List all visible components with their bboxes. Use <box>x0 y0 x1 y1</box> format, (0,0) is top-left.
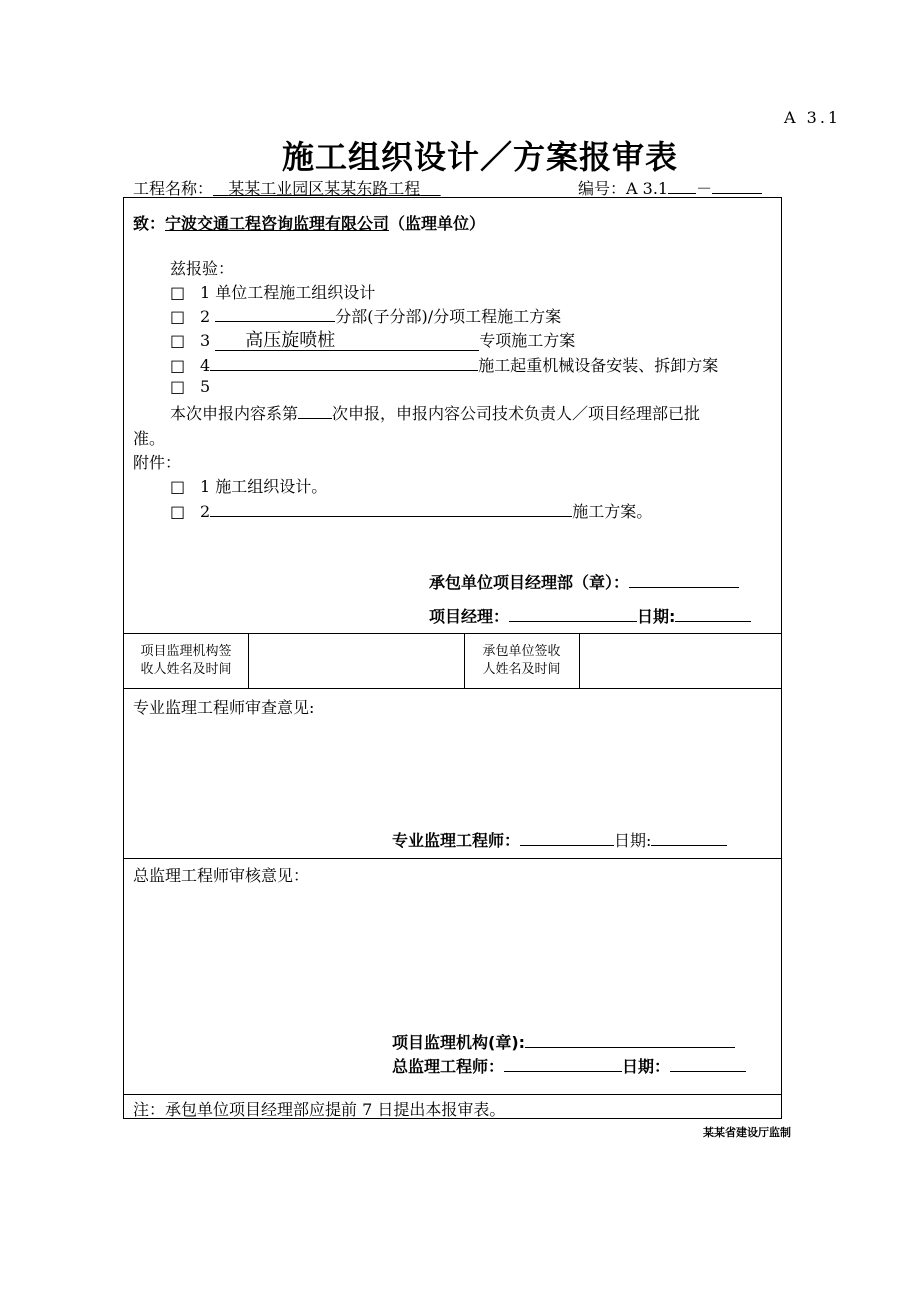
checkbox[interactable]: □ <box>170 307 186 326</box>
item-4: □ 4 施工起重机械设备安装、拆卸方案 <box>170 356 719 375</box>
contractor-receipt-label: 承包单位签收 人姓名及时间 <box>482 644 561 677</box>
supervisor-company: 宁波交通工程咨询监理有限公司 <box>165 214 390 233</box>
item-3: □ 3 高压旋喷桩 专项施工方案 <box>170 330 576 351</box>
review-sign-line: 专业监理工程师： 日期: <box>392 828 727 851</box>
checkbox[interactable]: □ <box>170 283 186 302</box>
chief-review-section <box>123 858 782 1095</box>
checkbox[interactable]: □ <box>170 377 186 396</box>
number-row <box>578 176 762 199</box>
note: 注：承包单位项目经理部应提前 7 日提出本报审表。 <box>133 1100 506 1119</box>
declaration-end: 准。 <box>133 429 166 448</box>
item-5: □ 5 <box>170 377 211 396</box>
submission-section <box>123 197 782 634</box>
page-title: 施工组织设计／方案报审表 <box>281 138 678 176</box>
number-sep: － <box>696 179 713 198</box>
doc-code: A 3.1 <box>784 108 842 127</box>
chief-org-line: 项目监理机构(章): <box>392 1030 735 1053</box>
project-label: 工程名称： <box>133 179 214 198</box>
engineer-review-section <box>123 688 782 859</box>
issuer-footer: 某某省建设厅监制 <box>703 1126 791 1139</box>
project-manager-line: 项目经理： 日期: <box>429 604 751 627</box>
contractor-seal-line: 承包单位项目经理部（章）： <box>429 570 739 593</box>
item-3-fill: 高压旋喷桩 <box>215 332 479 351</box>
item-1: □ 1 单位工程施工组织设计 <box>170 283 376 302</box>
checkbox[interactable]: □ <box>170 477 186 496</box>
note-row <box>123 1094 782 1119</box>
intro: 兹报验： <box>170 259 235 278</box>
number-label: 编号： <box>578 179 627 198</box>
chief-sign-line: 总监理工程师： 日期： <box>392 1054 746 1077</box>
checkbox[interactable]: □ <box>170 331 186 350</box>
chief-label: 总监理工程师审核意见： <box>133 866 310 885</box>
project-name-row <box>133 176 441 199</box>
attach-1: □ 1 施工组织设计。 <box>170 477 328 496</box>
item-2: □ 2 分部(子分部)/分项工程施工方案 <box>170 307 562 326</box>
receipt-row <box>123 633 782 689</box>
project-name: 某某工业园区某某东路工程 <box>228 179 421 198</box>
review-label: 专业监理工程师审查意见: <box>133 698 315 717</box>
checkbox[interactable]: □ <box>170 356 186 375</box>
attach-label: 附件： <box>133 453 182 472</box>
declaration: 本次申报内容系第 次申报，申报内容公司技术负责人／项目经理部已批 <box>170 404 701 423</box>
supervisor-receipt-label: 项目监理机构签 收人姓名及时间 <box>140 644 232 677</box>
checkbox[interactable]: □ <box>170 502 186 521</box>
addressee: 致：宁波交通工程咨询监理有限公司（监理单位） <box>133 214 486 233</box>
number-value: A 3.1 <box>626 179 669 198</box>
attach-2: □ 2 施工方案。 <box>170 502 653 521</box>
